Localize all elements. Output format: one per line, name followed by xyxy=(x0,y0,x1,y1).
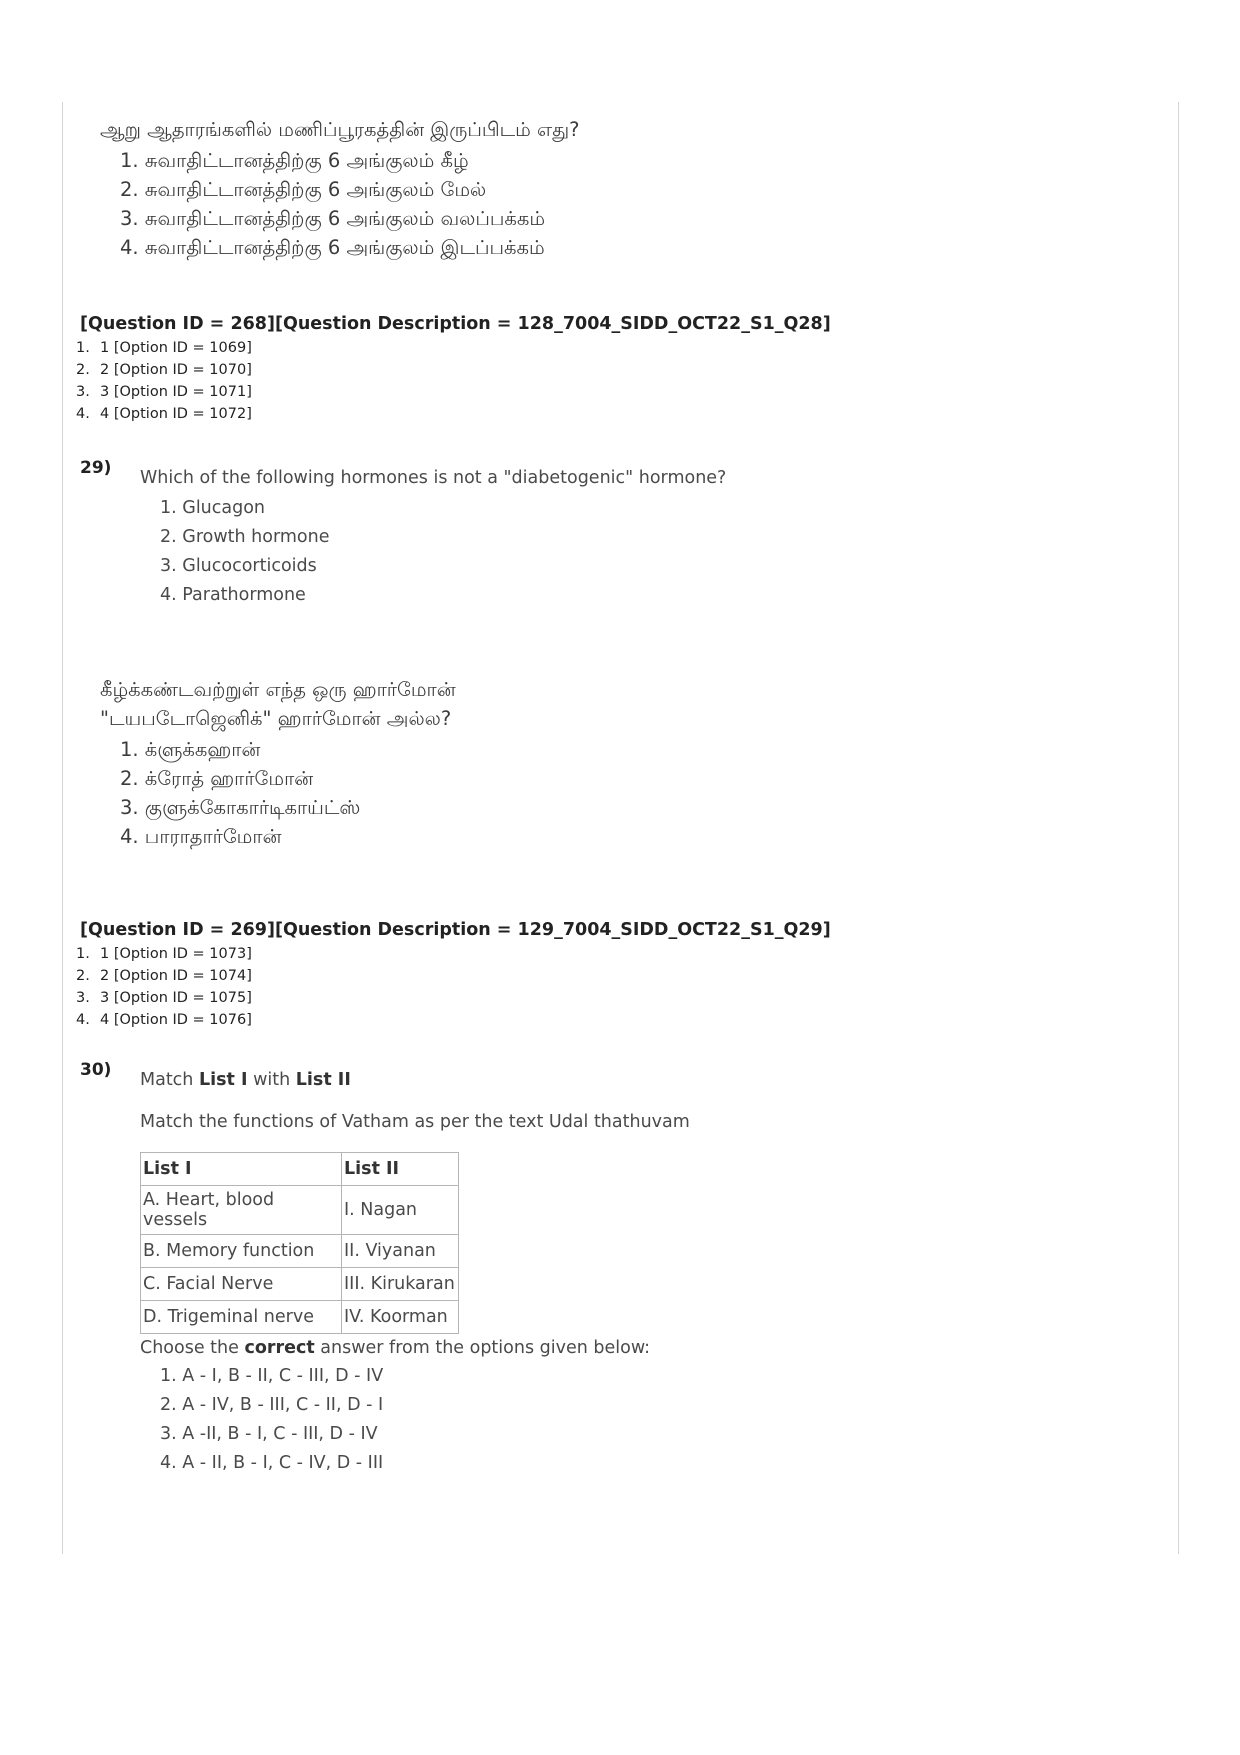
q28-tamil-option-2: 2. சுவாதிட்டானத்திற்கு 6 அங்குலம் மேல் xyxy=(120,178,487,201)
q28-meta-options xyxy=(76,337,252,425)
q28-tamil-option-1: 1. சுவாதிட்டானத்திற்கு 6 அங்குலம் கீழ் xyxy=(120,149,469,172)
q29-tamil-question-line1: கீழ்க்கண்டவற்றுள் எந்த ஒரு ஹார்மோன் xyxy=(100,678,456,701)
q30-match-table xyxy=(140,1152,459,1334)
q30-option-3: 3. A -II, B - I, C - III, D - IV xyxy=(160,1424,378,1444)
q30-list1-label: List I xyxy=(198,1070,248,1090)
q30-subtitle: Match the functions of Vatham as per the text Udal thathuvam xyxy=(140,1112,690,1132)
q29-tamil-option-3: 3. குளுக்கோகார்டிகாய்ட்ஸ் xyxy=(120,796,361,819)
table-row xyxy=(141,1186,459,1235)
q29-question: Which of the following hormones is not a "diabetogenic" hormone? xyxy=(140,468,727,488)
q30-cell-iii: III. Kirukaran xyxy=(342,1268,459,1301)
page-border-left xyxy=(62,102,63,1554)
page-border-right xyxy=(1178,102,1179,1554)
q30-cell-i: I. Nagan xyxy=(342,1186,459,1235)
q30-option-4: 4. A - II, B - I, C - IV, D - III xyxy=(160,1453,384,1473)
q29-option-2: 2. Growth hormone xyxy=(160,527,330,547)
table-row xyxy=(141,1235,459,1268)
q30-choose-instruction: Choose the correct answer from the options given below: xyxy=(140,1338,651,1358)
q29-meta-option-4: 4. 4 [Option ID = 1076] xyxy=(76,1012,252,1028)
q29-meta-option-3: 3. 3 [Option ID = 1075] xyxy=(76,990,252,1006)
q30-block xyxy=(140,1070,690,1478)
q29-meta-option-2: 2. 2 [Option ID = 1074] xyxy=(76,968,252,984)
q29-tamil-options xyxy=(100,735,456,851)
q28-meta-option-3: 3. 3 [Option ID = 1071] xyxy=(76,384,252,400)
q30-table-header-row xyxy=(141,1153,459,1186)
q28-tamil-option-4: 4. சுவாதிட்டானத்திற்கு 6 அங்குலம் இடப்பக்கம் xyxy=(120,236,545,259)
q28-tamil-option-3: 3. சுவாதிட்டானத்திற்கு 6 அங்குலம் வலப்பக்கம் xyxy=(120,207,546,230)
q30-cell-ii: II. Viyanan xyxy=(342,1235,459,1268)
q29-option-1: 1. Glucagon xyxy=(160,498,266,518)
q30-option-1: 1. A - I, B - II, C - III, D - IV xyxy=(160,1366,384,1386)
q28-meta-option-1: 1. 1 [Option ID = 1069] xyxy=(76,340,252,356)
q29-option-3: 3. Glucocorticoids xyxy=(160,556,317,576)
q29-tamil-question-line2: "டயபடோஜெனிக்" ஹார்மோன் அல்ல? xyxy=(100,707,452,730)
q29-tamil-option-4: 4. பாராதார்மோன் xyxy=(120,825,282,848)
q29-tamil-option-1: 1. க்ளுக்கஹான் xyxy=(120,738,261,761)
q28-meta-option-4: 4. 4 [Option ID = 1072] xyxy=(76,406,252,422)
q30-cell-b: B. Memory function xyxy=(141,1235,342,1268)
q30-cell-d: D. Trigeminal nerve xyxy=(141,1301,342,1334)
q29-option-4: 4. Parathormone xyxy=(160,585,306,605)
q28-meta-option-2: 2. 2 [Option ID = 1070] xyxy=(76,362,252,378)
q30-intro: Match List I with List II xyxy=(140,1070,351,1090)
q29-meta-option-1: 1. 1 [Option ID = 1073] xyxy=(76,946,252,962)
q29-meta-options xyxy=(76,943,252,1031)
q29-tamil-option-2: 2. க்ரோத் ஹார்மோன் xyxy=(120,767,314,790)
q30-number: 30) xyxy=(80,1060,112,1080)
q29-tamil-block xyxy=(100,675,456,851)
table-row xyxy=(141,1268,459,1301)
q29-english-block xyxy=(140,468,726,610)
q28-meta-header: [Question ID = 268][Question Description = 128_7004_SIDD_OCT22_S1_Q28] xyxy=(80,314,831,334)
q28-tamil-block xyxy=(100,116,580,262)
q28-tamil-options xyxy=(100,146,580,262)
q30-table-head-list1: List I xyxy=(141,1153,342,1186)
q29-number: 29) xyxy=(80,458,112,478)
q28-tamil-question: ஆறு ஆதாரங்களில் மணிப்பூரகத்தின் இருப்பிடம் எது? xyxy=(100,118,580,141)
q30-cell-iv: IV. Koorman xyxy=(342,1301,459,1334)
q30-cell-a: A. Heart, blood vessels xyxy=(141,1186,342,1235)
q30-list2-label: List II xyxy=(295,1070,351,1090)
q30-table-head-list2: List II xyxy=(342,1153,459,1186)
q30-cell-c: C. Facial Nerve xyxy=(141,1268,342,1301)
q29-meta-header: [Question ID = 269][Question Description = 129_7004_SIDD_OCT22_S1_Q29] xyxy=(80,920,831,940)
table-row xyxy=(141,1301,459,1334)
q30-options xyxy=(140,1362,690,1478)
q30-option-2: 2. A - IV, B - III, C - II, D - I xyxy=(160,1395,384,1415)
q29-options xyxy=(140,494,726,610)
